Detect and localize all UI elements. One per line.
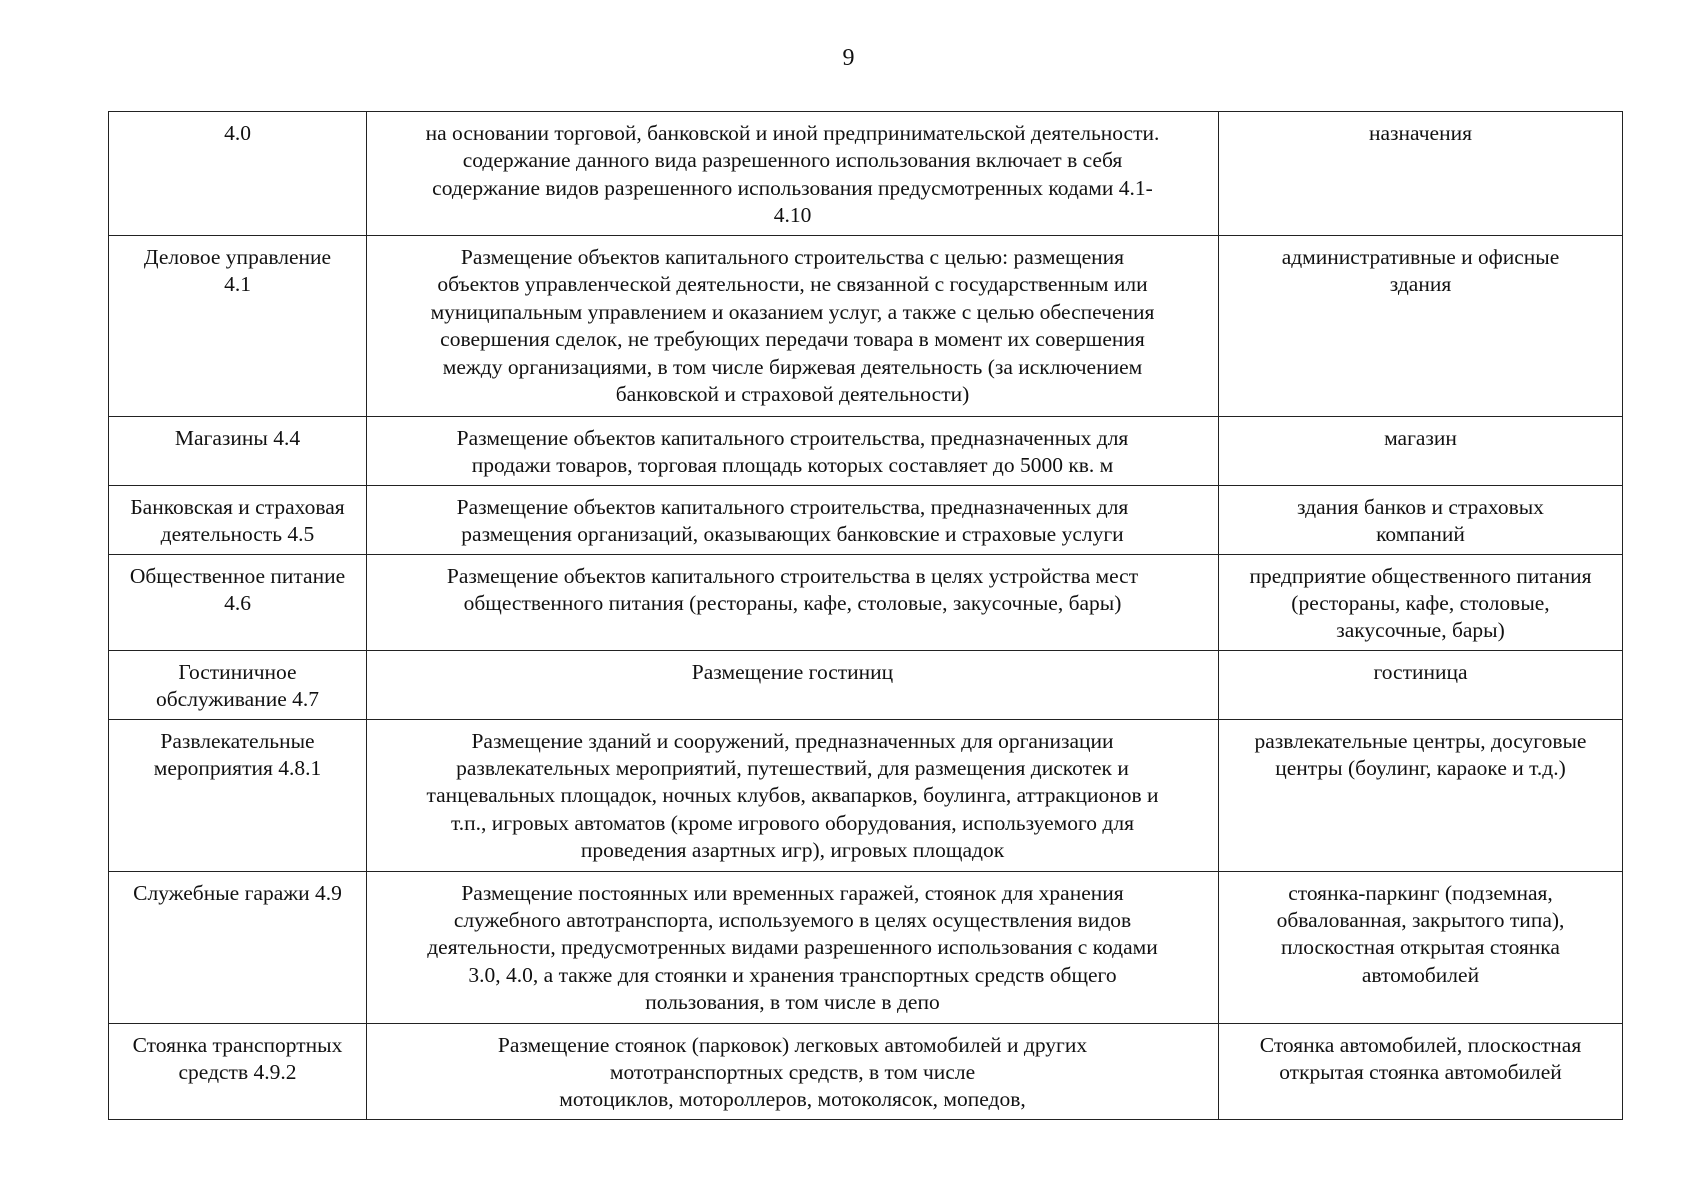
permitted-buildings-cell: гостиница — [1219, 650, 1623, 719]
permitted-buildings-cell: здания банков и страховых компаний — [1219, 485, 1623, 554]
table-row — [109, 485, 1623, 554]
use-type-cell: Магазины 4.4 — [109, 417, 367, 486]
table-row — [109, 417, 1623, 486]
permitted-buildings-cell: административные и офисные здания — [1219, 236, 1623, 417]
table-row — [109, 871, 1623, 1023]
table-row — [109, 719, 1623, 871]
use-type-cell: Банковская и страховая деятельность 4.5 — [109, 485, 367, 554]
use-type-cell: Стоянка транспортных средств 4.9.2 — [109, 1023, 367, 1119]
description-cell: Размещение стоянок (парковок) легковых автомобилей и других мототранспортных средств, в том числе мотоциклов, мотороллеров, мотоколясок, мопедов, — [367, 1023, 1219, 1119]
description-cell: Размещение объектов капитального строительства с целью: размещения объектов управленческой деятельности, не связанной с государственным или муниципальным управлением и оказанием услуг, а также с целью обеспечения совершения сделок, не требующих передачи товара в момент их совершения между организациями, в том числе биржевая деятельность (за исключением банковской и страховой деятельности) — [367, 236, 1219, 417]
use-type-cell: Развлекательные мероприятия 4.8.1 — [109, 719, 367, 871]
permitted-buildings-cell: Стоянка автомобилей, плоскостная открытая стоянка автомобилей — [1219, 1023, 1623, 1119]
description-cell: Размещение гостиниц — [367, 650, 1219, 719]
use-type-cell: Деловое управление 4.1 — [109, 236, 367, 417]
permitted-buildings-cell: предприятие общественного питания (рестораны, кафе, столовые, закусочные, бары) — [1219, 554, 1623, 650]
land-use-table — [108, 111, 1623, 1120]
description-cell: Размещение объектов капитального строительства, предназначенных для размещения организаций, оказывающих банковские и страховые услуги — [367, 485, 1219, 554]
description-cell: на основании торговой, банковской и иной предпринимательской деятельности. содержание данного вида разрешенного использования включает в себя содержание видов разрешенного использования предусмотренных кодами 4.1- 4.10 — [367, 112, 1219, 236]
use-type-cell: Служебные гаражи 4.9 — [109, 871, 367, 1023]
permitted-buildings-cell: стоянка-паркинг (подземная, обвалованная, закрытого типа), плоскостная открытая стоянка автомобилей — [1219, 871, 1623, 1023]
use-type-cell: Общественное питание 4.6 — [109, 554, 367, 650]
description-cell: Размещение объектов капитального строительства в целях устройства мест общественного питания (рестораны, кафе, столовые, закусочные, бары) — [367, 554, 1219, 650]
permitted-buildings-cell: назначения — [1219, 112, 1623, 236]
page-number: 9 — [842, 45, 855, 71]
table-row — [109, 650, 1623, 719]
table-row — [109, 236, 1623, 417]
table-row — [109, 112, 1623, 236]
permitted-buildings-cell: развлекательные центры, досуговые центры (боулинг, караоке и т.д.) — [1219, 719, 1623, 871]
table-row — [109, 554, 1623, 650]
table-row — [109, 1023, 1623, 1119]
description-cell: Размещение объектов капитального строительства, предназначенных для продажи товаров, торговая площадь которых составляет до 5000 кв. м — [367, 417, 1219, 486]
description-cell: Размещение зданий и сооружений, предназначенных для организации развлекательных мероприятий, путешествий, для размещения дискотек и танцевальных площадок, ночных клубов, аквапарков, боулинга, аттракционов и т.п., игровых автоматов (кроме игрового оборудования, используемого для проведения азартных игр), игровых площадок — [367, 719, 1219, 871]
use-type-cell: Гостиничное обслуживание 4.7 — [109, 650, 367, 719]
use-type-cell: 4.0 — [109, 112, 367, 236]
description-cell: Размещение постоянных или временных гаражей, стоянок для хранения служебного автотранспорта, используемого в целях осуществления видов деятельности, предусмотренных видами разрешенного использования с кодами 3.0, 4.0, а также для стоянки и хранения транспортных средств общего пользования, в том числе в депо — [367, 871, 1219, 1023]
permitted-buildings-cell: магазин — [1219, 417, 1623, 486]
